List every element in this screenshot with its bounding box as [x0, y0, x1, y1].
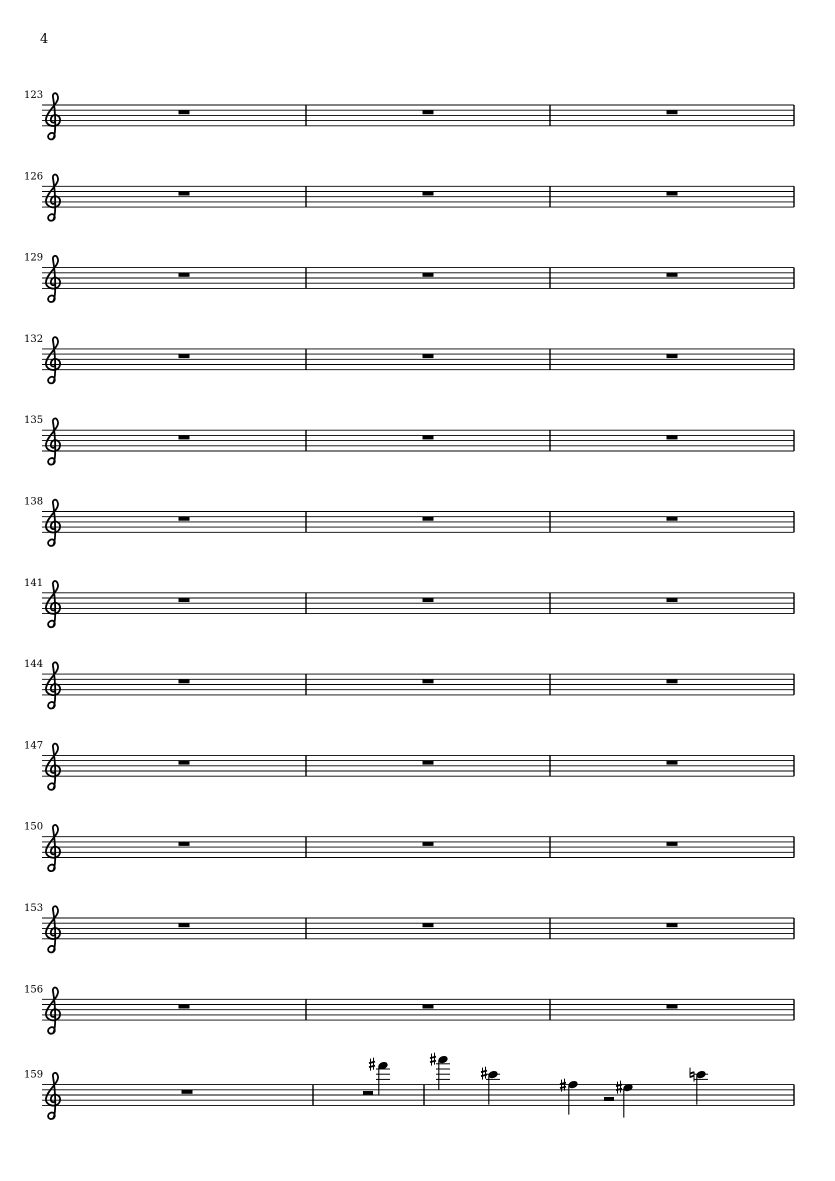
whole-rest-icon [667, 354, 678, 358]
measure-number: 156 [24, 984, 44, 996]
note-c6 [694, 1070, 708, 1105]
staff-system [24, 253, 794, 302]
note-c6 [486, 1070, 500, 1105]
treble-clef-icon [46, 906, 60, 952]
whole-rest-icon [179, 1005, 190, 1009]
whole-rest-icon [667, 435, 678, 439]
measure-number: 153 [24, 903, 44, 914]
treble-clef-icon [46, 988, 60, 1034]
whole-rest-icon [667, 923, 678, 927]
whole-rest-icon [667, 110, 678, 114]
treble-clef-icon [46, 744, 60, 790]
staff-system [24, 90, 794, 139]
measure-number: 132 [24, 333, 44, 345]
measure-number: 138 [24, 496, 44, 508]
whole-rest-icon [667, 761, 678, 765]
treble-clef-icon [46, 93, 60, 139]
whole-rest-icon [667, 598, 678, 602]
measure-number: 144 [24, 659, 44, 671]
whole-rest-icon [423, 761, 434, 765]
whole-rest-icon [179, 598, 190, 602]
staff-system [24, 1053, 794, 1119]
staff-system [24, 984, 794, 1033]
page-number: 4 [40, 32, 49, 47]
whole-rest-icon [179, 110, 190, 114]
whole-rest-icon [667, 192, 678, 196]
staff-system [24, 822, 794, 871]
sharp-bar [369, 1066, 375, 1068]
whole-rest-icon [423, 598, 434, 602]
whole-rest-icon [423, 354, 434, 358]
sharp-icon [481, 1067, 487, 1080]
whole-rest-icon [423, 110, 434, 114]
treble-clef-icon [46, 581, 60, 627]
staff-system [24, 659, 794, 708]
half-rest-icon [604, 1097, 614, 1101]
sharp-bar [481, 1075, 487, 1077]
treble-clef-icon [46, 1073, 60, 1119]
whole-rest-icon [179, 923, 190, 927]
measure-number: 135 [24, 415, 44, 427]
staff-system [24, 334, 794, 383]
natural-bar [690, 1076, 694, 1078]
whole-rest-icon [423, 679, 434, 683]
treble-clef-icon [46, 337, 60, 383]
whole-rest-icon [179, 273, 190, 277]
natural-bar [690, 1072, 694, 1074]
whole-rest-icon [667, 1005, 678, 1009]
whole-rest-icon [667, 517, 678, 521]
whole-rest-icon [179, 842, 190, 846]
staff-system [24, 578, 794, 627]
whole-rest-icon [423, 273, 434, 277]
whole-rest-icon [423, 192, 434, 196]
whole-rest-icon [179, 679, 190, 683]
whole-rest-icon [667, 273, 678, 277]
staff-system [24, 415, 794, 464]
measure-number: 159 [24, 1069, 44, 1081]
note-g5 [567, 1080, 578, 1115]
whole-rest-icon [667, 679, 678, 683]
staff-system [24, 497, 794, 546]
whole-rest-icon [423, 435, 434, 439]
measure-number: 141 [24, 577, 44, 589]
sharp-bar [430, 1057, 436, 1059]
treble-clef-icon [46, 825, 60, 871]
sharp-icon [369, 1058, 375, 1071]
measure-number: 150 [24, 821, 44, 833]
note-f6 [376, 1061, 390, 1096]
treble-clef-icon [46, 256, 60, 302]
sharp-bar [481, 1071, 487, 1073]
measure-number: 129 [24, 252, 44, 264]
whole-rest-icon [179, 761, 190, 765]
whole-rest-icon [423, 842, 434, 846]
sharp-icon [616, 1081, 622, 1094]
natural-icon [690, 1068, 694, 1082]
half-rest-icon [363, 1091, 373, 1095]
sharp-bar [430, 1061, 436, 1063]
sharp-bar [560, 1083, 566, 1085]
staff-system [24, 171, 794, 220]
treble-clef-icon [46, 500, 60, 546]
treble-clef-icon [46, 175, 60, 221]
whole-rest-icon [423, 923, 434, 927]
staff-system [24, 903, 794, 952]
whole-rest-icon [179, 435, 190, 439]
whole-rest-icon [179, 192, 190, 196]
staff-system [24, 740, 794, 789]
whole-rest-icon [423, 1005, 434, 1009]
sharp-bar [369, 1062, 375, 1064]
whole-rest-icon [179, 354, 190, 358]
measure-number: 126 [24, 171, 44, 183]
whole-rest-icon [182, 1090, 193, 1094]
sharp-icon [430, 1053, 436, 1066]
whole-rest-icon [667, 842, 678, 846]
measure-number: 147 [24, 740, 44, 752]
whole-rest-icon [423, 517, 434, 521]
treble-clef-icon [46, 662, 60, 708]
measure-number: 123 [24, 90, 44, 101]
sharp-bar [560, 1087, 566, 1089]
whole-rest-icon [179, 517, 190, 521]
treble-clef-icon [46, 418, 60, 464]
